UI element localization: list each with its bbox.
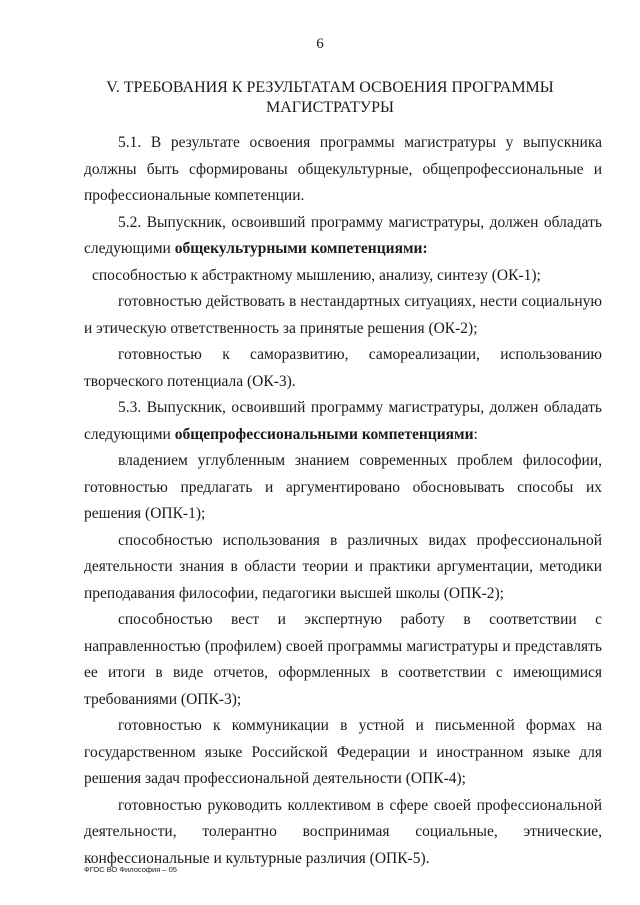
competence-opk-1: владением углубленным знанием современных проблем философии, готовностью предлагать и аргументировано обосновывать способы их решения (ОПК-1); (84, 452, 602, 522)
competence-ok-3: готовностью к саморазвитию, самореализации, использованию творческого потенциала (ОК-3). (84, 346, 602, 390)
competence-opk-4: готовностью к коммуникации в устной и письменной формах на государственном языке Российской Федерации и иностранном языке для решения задач профессиональной деятельности (ОПК-4); (84, 717, 602, 787)
paragraph-5-2 (84, 210, 602, 263)
paragraph-5-3-bold-term: общепрофессиональными компетенциями (174, 425, 474, 443)
section-heading (80, 78, 580, 118)
competence-opk-2: способностью использования в различных видах профессиональной деятельности знания в области теории и практики аргументации, методики преподавания философии, педагогики высшей школы (ОПК-2); (84, 531, 602, 602)
paragraph-5-3-text: 5.3. Выпускник, освоивший программу магистратуры, должен обладать следующими (84, 399, 602, 443)
body-text (84, 130, 602, 872)
page-footer: ФГОС ВО Философия – 05 (84, 865, 177, 874)
competence-ok-1: способностью к абстрактному мышлению, анализу, синтезу (ОК-1); (92, 266, 541, 284)
paragraph-5-3 (84, 395, 602, 448)
competence-ok-2: готовностью действовать в нестандартных ситуациях, нести социальную и этическую ответственность за принятые решения (ОК-2); (84, 293, 602, 337)
competence-opk-5: готовностью руководить коллективом в сфере своей профессиональной деятельности, толерантно воспринимая социальные, этнические, конфессиональные и культурные различия (ОПК-5). (84, 796, 602, 867)
competence-opk-3: способностью вест и экспертную работу в соответствии с направленностью (профилем) своей программы магистратуры и представлять ее итоги в виде отчетов, оформленных в соответствии с имеющимися требованиями (ОПК-3); (84, 611, 602, 708)
page-number: 6 (316, 36, 324, 52)
paragraph-5-2-bold-term: общекультурными компетенциями: (174, 240, 428, 257)
section-heading-line-1: V. ТРЕБОВАНИЯ К РЕЗУЛЬТАТАМ ОСВОЕНИЯ ПРОГРАММЫ (106, 79, 554, 96)
section-heading-line-2: МАГИСТРАТУРЫ (266, 99, 394, 116)
paragraph-5-3-tail: : (473, 425, 478, 443)
paragraph-5-2-text: 5.2. Выпускник, освоивший программу магистратуры, должен обладать следующими (84, 213, 602, 257)
paragraph-5-1: 5.1. В результате освоения программы магистратуры у выпускника должны быть сформированы общекультурные, общепрофессиональные и профессиональные компетенции. (84, 134, 602, 204)
